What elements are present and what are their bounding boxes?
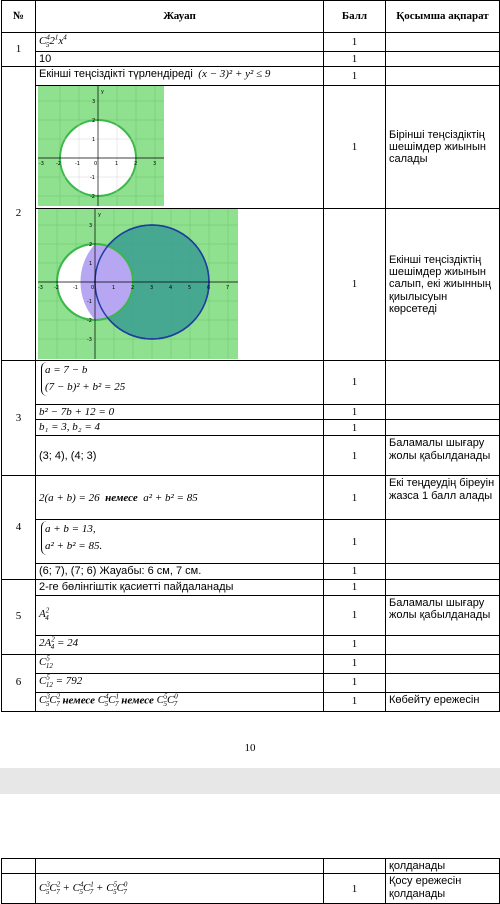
table-row <box>2 579 500 595</box>
tick-label: -1 <box>90 174 95 181</box>
tick-label: 0 <box>94 160 98 167</box>
score-cell: 1 <box>324 564 386 579</box>
table-row <box>2 564 500 579</box>
tick-label: -2 <box>56 160 61 167</box>
table-row <box>2 874 500 904</box>
score-cell <box>324 859 386 874</box>
score-cell: 1 <box>324 635 386 654</box>
tick-label: 3 <box>153 160 157 167</box>
score-cell: 1 <box>324 436 386 476</box>
page-separator <box>0 768 500 794</box>
y-label: y <box>101 88 104 95</box>
note-cell <box>386 520 500 564</box>
answer-cell: Екінші теңсіздікті түрлендіреді (x − 3)² + y² ≤ 9 <box>36 66 324 85</box>
circle-graph-1 <box>38 86 164 206</box>
score-cell: 1 <box>324 66 386 85</box>
tick-label: 1 <box>115 160 119 167</box>
tick-label: 5 <box>188 284 192 291</box>
table-row <box>2 595 500 635</box>
tick-label: -2 <box>54 284 59 291</box>
table-row <box>2 859 500 874</box>
note-cell <box>386 420 500 436</box>
note-cell <box>386 33 500 52</box>
score-cell: 1 <box>324 85 386 208</box>
answer-cell: 10 <box>36 51 324 66</box>
answer-cell: $2A^2_4 = 24$ <box>36 635 324 654</box>
tick-label: -3 <box>38 284 43 291</box>
tick-label: -3 <box>87 336 92 343</box>
table-row <box>2 654 500 673</box>
answer-cell: a + b = 13, a² + b² = 85. <box>36 520 324 564</box>
note-cell: Баламалы шығару жолы қабылданады <box>386 595 500 635</box>
table-row <box>2 404 500 419</box>
answer-cell: b₁ = 3, b₂ = 4 <box>36 420 324 436</box>
score-cell: 1 <box>324 33 386 52</box>
note-cell <box>386 579 500 595</box>
table-row <box>2 33 500 52</box>
score-cell: 1 <box>324 654 386 673</box>
note-cell <box>386 51 500 66</box>
table-row <box>2 85 500 208</box>
table-row <box>2 51 500 66</box>
note-cell: Көбейту ережесін <box>386 692 500 711</box>
note-cell: Екі теңдеудің біреуін жазса 1 балл алады <box>386 476 500 520</box>
tick-label: 2 <box>92 117 96 124</box>
answer-cell: (6; 7), (7; 6) Жауабы: 6 см, 7 см. <box>36 564 324 579</box>
answer-cell: $A^2_4$ <box>36 595 324 635</box>
score-cell: 1 <box>324 51 386 66</box>
table-row <box>2 692 500 711</box>
answer-cell: a = 7 − b (7 − b)² + b² = 25 <box>36 360 324 404</box>
table-row <box>2 208 500 360</box>
score-cell: 1 <box>324 692 386 711</box>
graph-cell <box>36 208 324 360</box>
task-number: 1 <box>2 33 36 67</box>
task-number: 4 <box>2 476 36 579</box>
score-cell: 1 <box>324 208 386 360</box>
header-row <box>2 1 500 33</box>
page-number: 10 <box>244 742 256 754</box>
score-cell: 1 <box>324 673 386 692</box>
task-number <box>2 874 36 904</box>
table-row <box>2 476 500 520</box>
table-row <box>2 66 500 85</box>
answer-cell: b² − 7b + 12 = 0 <box>36 404 324 419</box>
header-answer: Жауап <box>36 1 324 33</box>
note-cell: Бірінші теңсіздіктің шешімдер жиынын салады <box>386 85 500 208</box>
table-row <box>2 673 500 692</box>
score-cell: 1 <box>324 579 386 595</box>
score-cell: 1 <box>324 420 386 436</box>
note-cell <box>386 360 500 404</box>
note-cell <box>386 66 500 85</box>
tick-label: -1 <box>87 298 92 305</box>
answer-cell: $C^3_5C^2_7 + C^4_5C^1_7 + C^5_5C^0_7$ <box>36 874 324 904</box>
answer-cell: 2-ге бөлінгіштік қасиетті пайдаланады <box>36 579 324 595</box>
header-num: № <box>2 1 36 33</box>
tick-label: 2 <box>89 241 93 248</box>
note-cell: қолданады <box>386 859 500 874</box>
tick-label: 1 <box>112 284 116 291</box>
tick-label: 1 <box>89 260 93 267</box>
tick-label: 2 <box>131 284 135 291</box>
answer-cell <box>36 859 324 874</box>
answer-cell: $C^3_5C^2_7$ немесе $C^4_5C^1_7$ немесе $C^5_5C^0_7$ <box>36 692 324 711</box>
tick-label: 6 <box>207 284 211 291</box>
answer-cell: 2(a + b) = 26 немесе a² + b² = 85 <box>36 476 324 520</box>
answer-cell: (3; 4), (4; 3) <box>36 436 324 476</box>
note-cell <box>386 654 500 673</box>
table-row <box>2 360 500 404</box>
table-row <box>2 520 500 564</box>
score-cell: 1 <box>324 595 386 635</box>
task-number: 3 <box>2 360 36 475</box>
header-score: Балл <box>324 1 386 33</box>
continuation-table <box>1 858 500 904</box>
note-cell <box>386 564 500 579</box>
answer-cell: $C^5_{12}$ <box>36 654 324 673</box>
header-extra: Қосымша ақпарат <box>386 1 500 33</box>
graph-cell <box>36 85 324 208</box>
score-cell: 1 <box>324 874 386 904</box>
circle-graph-2 <box>38 209 238 359</box>
tick-label: 3 <box>89 222 93 229</box>
note-cell: Қосу ережесін қолданады <box>386 874 500 904</box>
table-row <box>2 420 500 436</box>
note-cell <box>386 635 500 654</box>
tick-label: 4 <box>169 284 173 291</box>
tick-label: 0 <box>91 284 95 291</box>
tick-label: 3 <box>150 284 154 291</box>
note-cell <box>386 404 500 419</box>
tick-label: 2 <box>134 160 138 167</box>
tick-label: -1 <box>75 160 80 167</box>
task-number <box>2 859 36 874</box>
task-number: 2 <box>2 66 36 360</box>
answer-cell: $C^5_{12} = 792$ <box>36 673 324 692</box>
table-row <box>2 635 500 654</box>
score-cell: 1 <box>324 476 386 520</box>
note-cell: Екінші теңсіздіктің шешімдер жиынын салып, екі жиынның қиылысуын көрсетеді <box>386 208 500 360</box>
note-cell <box>386 673 500 692</box>
task-number: 5 <box>2 579 36 654</box>
y-label: y <box>98 211 101 218</box>
tick-label: 7 <box>226 284 230 291</box>
note-cell: Баламалы шығару жолы қабылданады <box>386 436 500 476</box>
tick-label: -1 <box>73 284 78 291</box>
table-row <box>2 436 500 476</box>
tick-label: -2 <box>90 193 95 200</box>
grading-table <box>1 0 500 712</box>
answer-cell: $C^4_52^1x^4$ <box>36 33 324 52</box>
score-cell: 1 <box>324 520 386 564</box>
tick-label: 1 <box>92 136 96 143</box>
score-cell: 1 <box>324 360 386 404</box>
score-cell: 1 <box>324 404 386 419</box>
tick-label: -3 <box>39 160 44 167</box>
tick-label: -2 <box>87 317 92 324</box>
tick-label: 3 <box>92 98 96 105</box>
task-number: 6 <box>2 654 36 711</box>
